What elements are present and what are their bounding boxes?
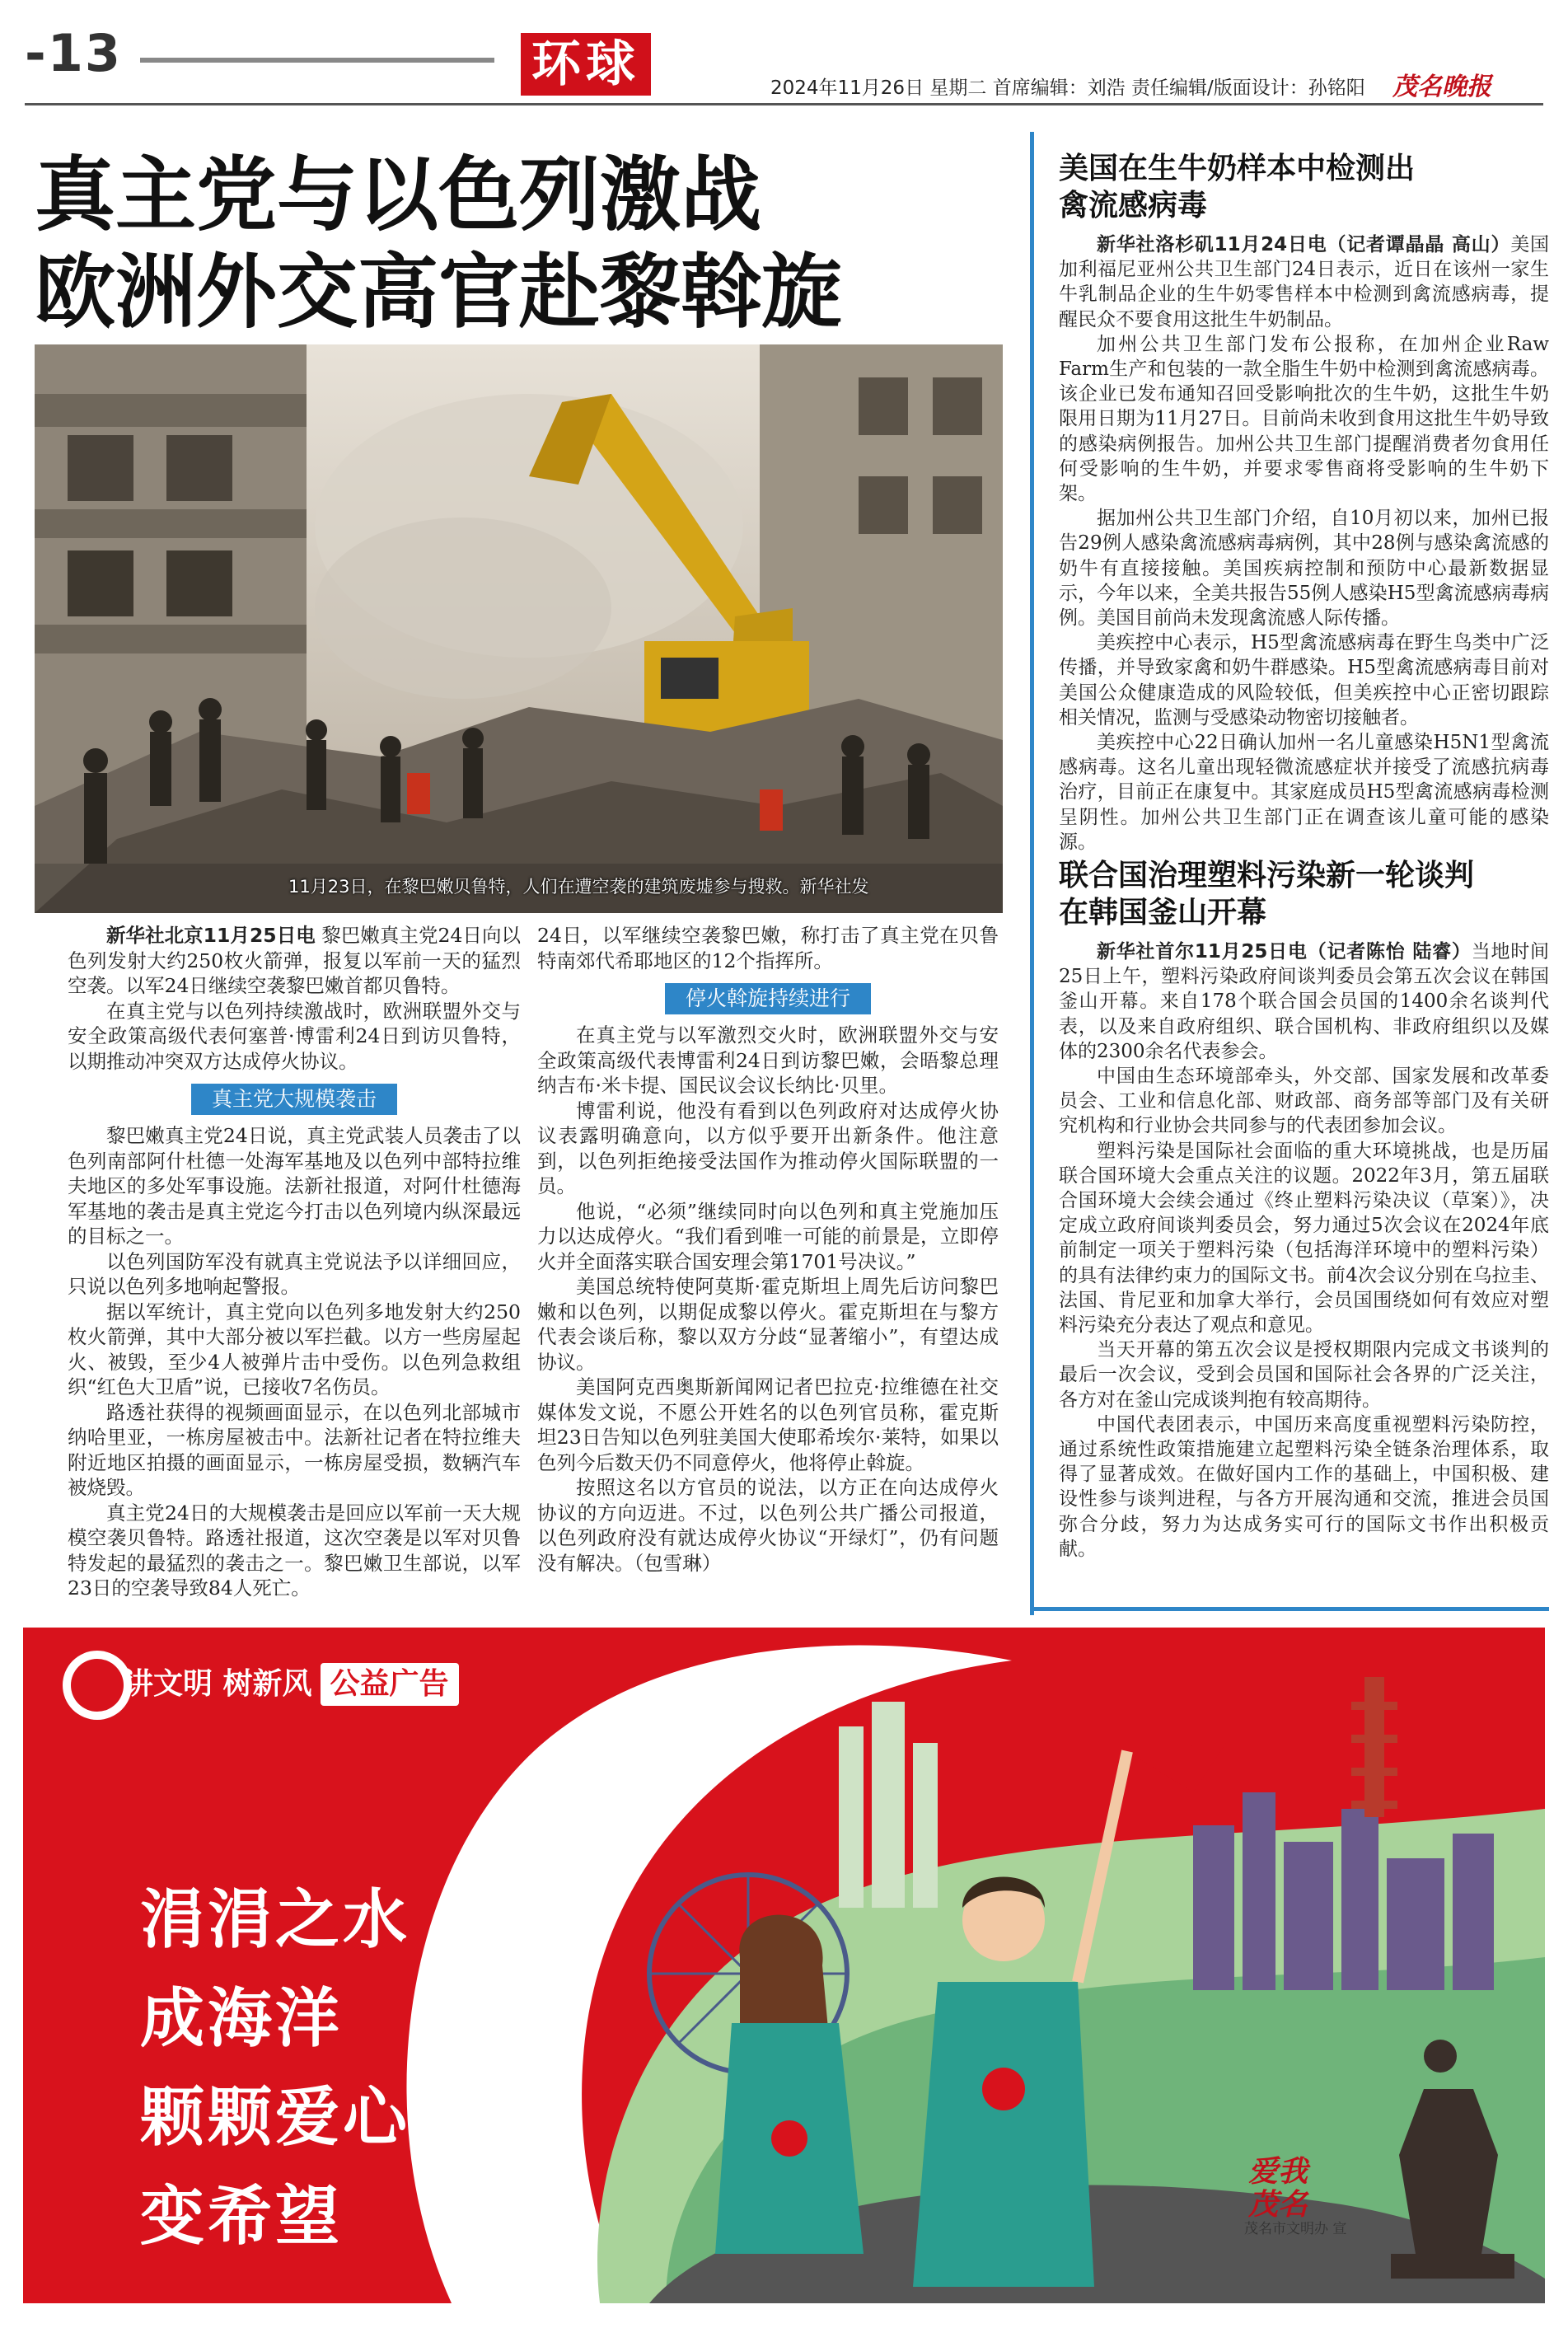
side-story-body [1059,232,1549,855]
headline-line-1: 真主党与以色列激战 [35,148,762,242]
rubble-scene-illustration [35,344,1003,913]
side-title-line-2: 在韩国釜山开幕 [1059,896,1267,930]
ad-line-4: 变希望 [140,2180,344,2254]
paragraph: 美国阿克西奥斯新闻网记者巴拉克·拉维德在社交媒体发文说，不愿公开姓名的以色列官员称，霍克斯坦23日告知以色列驻美国大使耶希埃尔·莱特，如果以色列今后数天仍不同意停火，他将停止斡旋。 [537,1375,999,1474]
lead-text: 黎巴嫩真主党24日向以色列发射大约250枚火箭弹，报复以军前一天的猛烈空袭。以军24日继续空袭黎巴嫩首都贝鲁特。 [68,924,521,997]
main-story-column-2 [537,923,999,1576]
lead-paragraph [1059,939,1549,1064]
paragraph: 在真主党与以色列持续激战时，欧洲联盟外交与安全政策高级代表何塞普·博雷利24日到访贝鲁特，以期推动冲突双方达成停火协议。 [68,999,521,1073]
paragraph: 博雷利说，他没有看到以色列政府对达成停火协议表露明确意向，以方似乎要开出新条件。他注意到，以色列拒绝接受法国作为推动停火国际联盟的一员。 [537,1098,999,1197]
lead-paragraph [68,923,521,999]
paragraph: 中国代表团表示，中国历来高度重视塑料污染防控，通过系统性政策措施建立起塑料污染全链条治理体系，取得了显著成效。在做好国内工作的基础上，中国积极、建设性参与谈判进程，与各方开展沟通和交流，推进会员国弥合分歧，努力为达成务实可行的国际文书作出积极贡献。 [1059,1413,1549,1560]
paragraph: 路透社获得的视频画面显示，在以色列北部城市纳哈里亚，一栋房屋被击中。法新社记者在特拉维夫附近地区拍摄的画面显示，一栋房屋受损，数辆汽车被烧毁。 [68,1400,521,1499]
main-story-column-1 [68,923,521,1601]
section-tag: 环球 [521,33,651,96]
headline-line-2: 欧洲外交高官赴黎斡旋 [35,246,843,340]
ad-love-line-2: 茂名 [1248,2187,1308,2222]
side-title-line-2: 禽流感病毒 [1059,189,1208,222]
paragraph: 以色列国防军没有就真主党说法予以详细回应，只说以色列多地响起警报。 [68,1249,521,1298]
ad-line-3: 颗颗爱心 [140,2081,411,2155]
paragraph: 真主党24日的大规模袭击是回应以军前一天大规模空袭贝鲁特。路透社报道，这次空袭是以军对贝鲁特发起的最猛烈的袭击之一。黎巴嫩卫生部说，以军23日的空袭导致84人死亡。 [68,1501,521,1600]
lead-text: 当地时间25日上午，塑料污染政府间谈判委员会第五次会议在韩国釜山开幕。来自178个联合国会员国的1400余名谈判代表，以及来自政府组织、联合国机构、非政府组织以及媒体的2300余名代表参会。 [1059,941,1550,1062]
side-title-line-1: 美国在生牛奶样本中检测出 [1059,152,1416,185]
paragraph: 24日，以军继续空袭黎巴嫩，称打击了真主党在贝鲁特南郊代希耶地区的12个指挥所。 [537,924,999,972]
ad-slogan-bar [124,1652,459,1717]
paragraph: 他说，“必须”继续同时向以色列和真主党施加压力以达成停火。“我们看到唯一可能的前景是，立即停火并全面落实联合国安理会第1701号决议。” [537,1199,999,1273]
lead-byline: 新华社北京11月25日电 [106,924,316,947]
paragraph: 美疾控中心表示，H5型禽流感病毒在野生鸟类中广泛传播，并导致家禽和奶牛群感染。H5型禽流感病毒目前对美国公众健康造成的风险较低，但美疾控中心正密切跟踪相关情况，监测与受感染动物密切接触者。 [1059,632,1549,728]
ad-main-text [140,1871,410,2266]
ad-credit: 茂名市文明办 宣 [1244,2221,1347,2237]
side-story-title [1059,857,1549,931]
lead-byline: 新华社首尔11月25日电（记者陈怡 陆睿） [1097,941,1472,963]
paragraph: 据以军统计，真主党向以色列多地发射大约250枚火箭弹，其中大部分被以军拦截。以方一些房屋起火、被毁，至少4人被弹片击中受伤。以色列急救组织“红色大卫盾”说，已接收7名伤员。 [68,1300,521,1398]
lead-paragraph [1059,232,1549,332]
page-number: -13 [25,23,123,83]
paragraph: 美疾控中心22日确认加州一名儿童感染H5N1型禽流感病毒。这名儿童出现轻微流感症状并接受了流感抗病毒治疗，目前正在康复中。其家庭成员H5型禽流感病毒检测呈阴性。加州公共卫生部门正在调查该儿童可能的感染源。 [1059,732,1549,853]
ad-love-line-1: 爱我 [1248,2154,1308,2189]
author: （包雪琳） [634,1551,722,1575]
subhead-ceasefire: 停火斡旋持续进行 [665,983,871,1014]
side-story-plastics [1059,857,1549,1562]
lead-byline: 新华社洛杉矶11月24日电（记者谭晶晶 高山） [1097,234,1511,255]
main-headline [35,147,1007,341]
paragraph: 当天开幕的第五次会议是授权期限内完成文书谈判的最后一次会议，受到会员国和国际社会各界的广泛关注，各方对在釜山完成谈判抱有较高期待。 [1059,1339,1549,1411]
paragraph [537,1475,999,1576]
masthead-rule [140,58,494,63]
ad-slogan: 讲文明 树新风 [124,1667,312,1701]
paragraph: 美国总统特使阿莫斯·霍克斯坦上周先后访问黎巴嫩和以色列，以期促成黎以停火。霍克斯坦在与黎方代表会谈后称，黎以双方分歧“显著缩小”，有望达成协议。 [537,1275,999,1374]
ad-tag: 公益广告 [321,1663,459,1706]
ad-line-1: 涓涓之水 [140,1883,411,1957]
paragraph: 黎巴嫩真主党24日说，真主党武装人员袭击了以色列南部阿什杜德一处海军基地及以色列中部特拉维夫地区的多处军事设施。法新社报道，对阿什杜德海军基地的袭击是真主党迄今打击以色列境内纵深最远的目标之一。 [68,1124,521,1248]
paragraph: 加州公共卫生部门发布公报称，在加州企业Raw Farm生产和包装的一款全脂生牛奶中检测到禽流感病毒。该企业已发布通知召回受影响批次的生牛奶，这批生牛奶限用日期为11月27日。目前尚未收到食用这批生牛奶导致的感染病例报告。加州公共卫生部门提醒消费者勿食用任何受影响的生牛奶，并要求零售商将受影响的生牛奶下架。 [1059,333,1549,505]
photo-caption: 11月23日，在黎巴嫩贝鲁特，人们在遭空袭的建筑废墟参与搜救。新华社发 [288,877,869,897]
paragraph: 中国由生态环境部牵头，外交部、国家发展和改革委员会、工业和信息化部、财政部、商务部等部门及有关研究机构和行业协会共同参与的代表团参加会议。 [1059,1066,1549,1137]
side-story-title [1059,150,1549,224]
sidebar-frame-bottom [1030,1607,1549,1611]
ad-love-maoming [1248,2155,1308,2221]
paragraph: 据加州公共卫生部门介绍，自10月初以来，加州已报告29例人感染禽流感病毒病例，其中28例与感染禽流感的奶牛有直接接触。美国疾病控制和预防中心最新数据显示，今年以来，全美共报告55例人感染H5型禽流感病毒病例。美国目前尚未发现禽流感人际传播。 [1059,508,1549,630]
masthead-divider [25,103,1543,105]
dateline: 2024年11月26日 星期二 首席编辑：刘浩 责任编辑/版面设计：孙铭阳 [770,77,1365,99]
paragraph: 塑料污染是国际社会面临的重大环境挑战，也是历届联合国环境大会重点关注的议题。2022年3月，第五届联合国环境大会续会通过《终止塑料污染决议（草案）》，决定成立政府间谈判委员会，努力通过5次会议在2024年底前制定一项关于塑料污染（包括海洋环境中的塑料污染）的具有法律约束力的国际文书。前4次会议分别在乌拉圭、法国、肯尼亚和加拿大举行，会员国围绕如何有效应对塑料污染充分表达了观点和意见。 [1059,1140,1549,1337]
lead-text: 美国加利福尼亚州公共卫生部门24日表示，近日在该州一家生牛乳制品企业的生牛奶零售样本中检测到禽流感病毒，提醒民众不要食用这批生牛奶制品。 [1059,234,1549,330]
side-story-body [1059,939,1549,1562]
side-story-bird-flu [1059,150,1549,855]
subhead-attack: 真主党大规模袭击 [191,1084,397,1115]
paragraph: 在真主党与以军激烈交火时，欧洲联盟外交与安全政策高级代表博雷利24日到访黎巴嫩，会晤黎总理纳吉布·米卡提、国民议会议长纳比·贝里。 [537,1023,999,1097]
newspaper-logo: 茂名晚报 [1392,73,1491,101]
ad-line-2: 成海洋 [140,1982,344,2056]
news-photo [35,344,1003,913]
side-title-line-1: 联合国治理塑料污染新一轮谈判 [1059,859,1475,892]
paragraph-text: 按照这名以方官员的说法，以方正在向达成停火协议的方向迈进。不过，以色列公共广播公司报道，以色列政府没有就达成停火协议“开绿灯”，仍有问题没有解决。 [537,1476,999,1575]
